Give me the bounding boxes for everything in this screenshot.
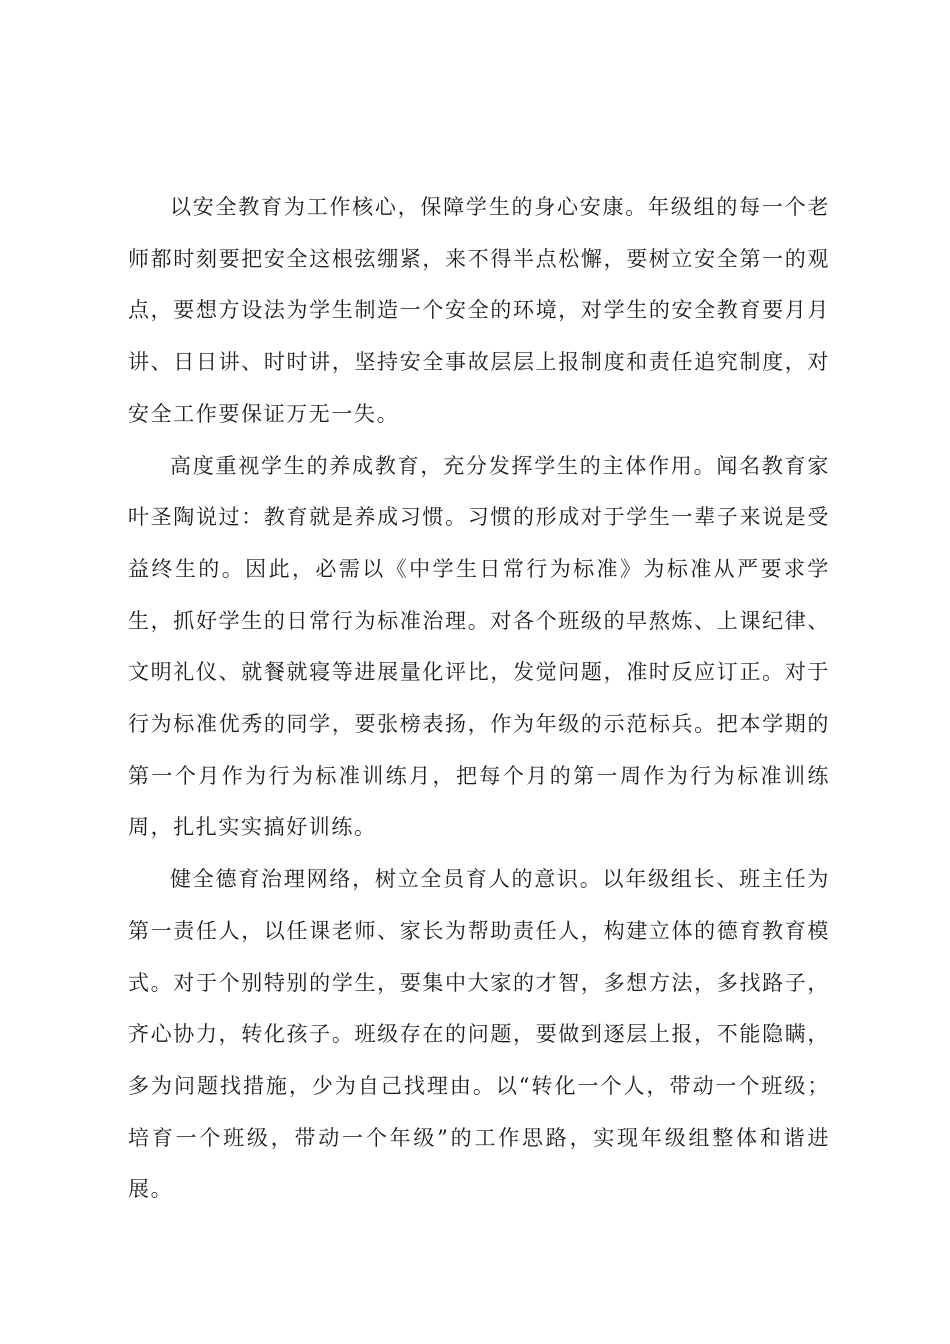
document-body (128, 182, 830, 1216)
paragraph-habit-education: 高度重视学生的养成教育，充分发挥学生的主体作用。闻名教育家叶圣陶说过：教育就是养成习惯。习惯的形成对于学生一辈子来说是受益终生的。因此，必需以《中学生日常行为标准》为标准从严要求学生，抓好学生的日常行为标准治理。对各个班级的早熬炼、上课纪律、文明礼仪、就餐就寝等进展量化评比，发觉问题，准时反应订正。对于行为标准优秀的同学，要张榜表扬，作为年级的示范标兵。把本学期的第一个月作为行为标准训练月，把每个月的第一周作为行为标准训练周，扎扎实实搞好训练。 (128, 453, 830, 840)
paragraph-moral-education-network: 健全德育治理网络，树立全员育人的意识。以年级组长、班主任为第一责任人，以任课老师、家长为帮助责任人，构建立体的德育教育模式。对于个别特别的学生，要集中大家的才智，多想方法，多找路子，齐心协力，转化孩子。班级存在的问题，要做到逐层上报，不能隐瞒，多为问题找措施，少为自己找理由。以“转化一个人，带动一个班级；培育一个班级，带动一个年级”的工作思路，实现年级组整体和谐进展。 (128, 867, 830, 1202)
paragraph-safety-education: 以安全教育为工作核心，保障学生的身心安康。年级组的每一个老师都时刻要把安全这根弦绷紧，来不得半点松懈，要树立安全第一的观点，要想方设法为学生制造一个安全的环境，对学生的安全教育要月月讲、日日讲、时时讲，坚持安全事故层层上报制度和责任追究制度，对安全工作要保证万无一失。 (128, 195, 830, 426)
